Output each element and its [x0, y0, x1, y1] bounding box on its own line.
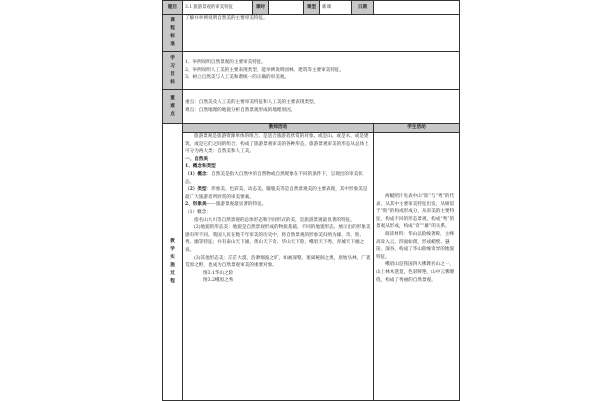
- objectives-list: [183, 52, 460, 90]
- keypoints-row: [163, 90, 460, 124]
- objective-item: 2、举例说明人工美的主要表现类型，能举例说明园林、建筑等主要审美特征。: [185, 67, 345, 73]
- standards-row: [163, 15, 460, 52]
- objectives-label: 学 习 目 标: [163, 52, 183, 90]
- subsection-heading: 1、概念和类型: [185, 164, 216, 170]
- student-paragraph: 峨眉山是我国四大佛教名山之一，山上林木葱茏，色彩鲜艳，山中云雾缭绕，构成了秀丽的自然景观。: [376, 262, 455, 283]
- lesson-plan-table: [162, 0, 460, 401]
- types-paragraph: （2）类型：形象美、色彩美、动态美、朦胧美等是自然景观美的主要表现，其中形象美是最广大旅游者所欣赏的审美要素。: [185, 187, 368, 200]
- objective-item: 3、树立自然美与人工美和谐统一的正确的审美观。: [185, 75, 289, 81]
- topic-value: 3.1 旅游景观的审美特征: [183, 1, 253, 15]
- teacher-activity: [183, 133, 374, 401]
- figure-caption: 图3.2峨眉之秀: [203, 278, 234, 284]
- section-heading: 一、自然美: [185, 156, 208, 162]
- shape-concept-text: 指名山大川等自然景观的总体形态和空间形式的美，是旅游景观最显著的特征。: [194, 217, 355, 223]
- objectives-row: [163, 52, 460, 90]
- keypoints-label: 重 难 点: [163, 90, 183, 124]
- type-value: 新课: [320, 1, 352, 15]
- teacher-activity-header: 教师活动: [183, 124, 374, 133]
- student-activity: [374, 133, 460, 401]
- type-label: 课型: [304, 1, 320, 15]
- date-value: [374, 1, 460, 15]
- keypoint-item: 重点：自然美及人工美的主要审美特征和人工美的主要表现类型。: [185, 99, 319, 105]
- concept-paragraph: （1）概念：自然美是指大自然中的自然物或自然现象在不同的条件下，呈现出的审美状态。: [185, 171, 363, 185]
- hours-label: 课时: [253, 1, 269, 15]
- shape-beauty-paragraph: 2、形象美——旅游景观最显著的特征。: [185, 202, 267, 208]
- topic-label: 题目: [163, 1, 183, 15]
- activity-header-row: [163, 124, 460, 133]
- other-forms-paragraph: (3)其他形态美：茫茫大漠，浩渺烟波之旷，如画深壑，迷离秘洞之奥，原始丛林，广袤荒原之野，也成为自然景观审美的重要对象。: [185, 255, 371, 269]
- process-label: 教 学 实 施 过 程: [163, 124, 183, 401]
- student-paragraph: 两幅照片见表中山“险”与“秀”的代表，从其中主要审美特征出发，从相似于“险”的构成形成分，从审美的主要特征，构成不同的形态景观，构成“秀”的景观从形成，构成“奇”“雄”的关系。: [376, 194, 455, 230]
- intro-paragraph: 旅游景观是旅游资源单体的组合，是适合旅游者欣赏的对象。或是山、或是水、或是建筑、或是它们之间的组合，构成了旅游景观审美的各种形态，旅游景观审美的形态从总体上可分为两大类：自然美和人工美。: [185, 134, 369, 155]
- header-row: [163, 1, 460, 15]
- student-activity-header: 学生活动: [374, 124, 460, 133]
- figure-caption: 图3.1华山之险: [203, 270, 234, 276]
- keypoints-list: [183, 90, 460, 124]
- standards-label: 课 程 标 准: [163, 15, 183, 52]
- keypoint-item: 难点：自然地理的地貌分析自然景观形成的地理原因。: [185, 107, 296, 113]
- student-paragraph: 阅读材料：华山以险峻著称，主峰高耸入云，四面如削，形成峭壁、悬崖、深谷，构成了华山险峻奇异的地貌特征。: [376, 231, 455, 260]
- hours-value: [269, 1, 304, 15]
- landform-paragraph: (2)地貌的形态美：地貌是自然景观形成的物质基础，不同的地貌形态，展示出的形象美感有所不同。我国人民在数千年审美的历史中，将自然景观的形象美归纳为雄、奇、险、秀、幽等特征；并有泰山天下雄、黄山天下奇、华山天下险、峨眉天下秀、青城天下幽之说。: [185, 225, 371, 253]
- standards-text: 了解并举例说明自然美的主要审美特征。: [183, 15, 460, 52]
- shape-concept-label: （1）概念：: [185, 209, 211, 215]
- activity-content-row: [163, 133, 460, 401]
- date-label: 日期: [352, 1, 374, 15]
- objective-item: 1、举例说明自然景观的主要审美特征。: [185, 60, 267, 66]
